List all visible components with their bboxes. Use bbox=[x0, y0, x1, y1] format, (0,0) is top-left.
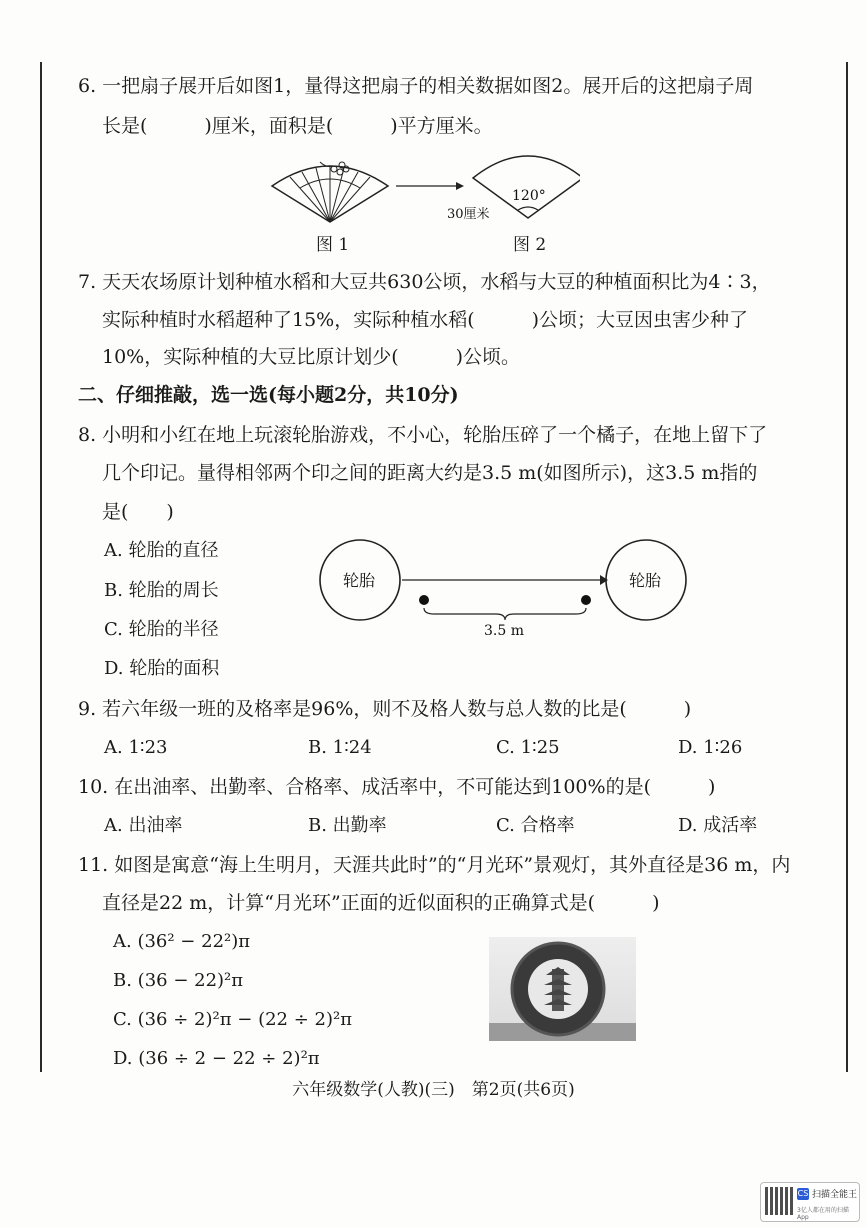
q10-option-b[interactable]: B. 出勤率 bbox=[308, 815, 387, 836]
q7-line2: 实际种植时水稻超种了15%，实际种植水稻( )公顷；大豆因虫害少种了 bbox=[102, 309, 749, 331]
tire-right-label: 轮胎 bbox=[629, 571, 662, 590]
q8-line2: 几个印记。量得相邻两个印之间的距离大约是3.5 m(如图所示)，这3.5 m指的 bbox=[102, 462, 758, 484]
q9-option-b[interactable]: B. 1∶24 bbox=[308, 737, 372, 758]
q11-option-c[interactable]: C. (36 ÷ 2)²π − (22 ÷ 2)²π bbox=[113, 1009, 353, 1030]
q11-line2: 直径是22 m，计算“月光环”正面的近似面积的正确算式是( ) bbox=[102, 892, 660, 914]
scanner-watermark bbox=[760, 1182, 860, 1222]
q8-tire-figure bbox=[316, 538, 694, 638]
q8-line1: 8. 小明和小红在地上玩滚轮胎游戏，不小心，轮胎压碎了一个橘子，在地上留下了 bbox=[78, 424, 768, 446]
distance-label: 3.5 m bbox=[484, 623, 524, 638]
radius-label: 30厘米 bbox=[447, 207, 490, 222]
q9-line1: 9. 若六年级一班的及格率是96%，则不及格人数与总人数的比是( ) bbox=[78, 698, 692, 720]
q6-line2: 长是( )厘米，面积是( )平方厘米。 bbox=[102, 115, 493, 137]
badge-subtitle: 3亿人都在用的扫描App bbox=[797, 1207, 849, 1221]
badge-title: 扫描全能王 bbox=[812, 1190, 858, 1200]
q8-option-a[interactable]: A. 轮胎的直径 bbox=[104, 540, 219, 561]
section2-heading: 二、仔细推敲，选一选(每小题2分，共10分) bbox=[78, 384, 459, 406]
q6-line1: 6. 一把扇子展开后如图1，量得这把扇子的相关数据如图2。展开后的这把扇子周 bbox=[78, 75, 754, 97]
q11-line1: 11. 如图是寓意“海上生明月，天涯共此时”的“月光环”景观灯，其外直径是36 m，内 bbox=[78, 854, 791, 876]
camscanner-logo-icon: CS bbox=[797, 1189, 809, 1198]
q7-line3: 10%，实际种植的大豆比原计划少( )公顷。 bbox=[102, 346, 521, 368]
angle-label: 120° bbox=[512, 188, 546, 204]
fan-figure-1 bbox=[272, 162, 388, 222]
q9-option-c[interactable]: C. 1∶25 bbox=[496, 737, 560, 758]
q10-line1: 10. 在出油率、出勤率、合格率、成活率中，不可能达到100%的是( ) bbox=[78, 776, 716, 798]
orange-mark-1 bbox=[419, 595, 429, 605]
q9-option-d[interactable]: D. 1∶26 bbox=[678, 737, 743, 758]
fig1-caption: 图 1 bbox=[316, 235, 350, 255]
qr-code-icon bbox=[765, 1187, 793, 1215]
q10-option-a[interactable]: A. 出油率 bbox=[104, 815, 183, 836]
q11-option-b[interactable]: B. (36 − 22)²π bbox=[113, 970, 244, 991]
q11-option-a[interactable]: A. (36² − 22²)π bbox=[113, 931, 251, 952]
page-border-left bbox=[40, 62, 42, 1072]
q8-option-c[interactable]: C. 轮胎的半径 bbox=[104, 619, 219, 640]
fig2-caption: 图 2 bbox=[513, 235, 547, 255]
q10-option-c[interactable]: C. 合格率 bbox=[496, 815, 575, 836]
q8-line3: 是( ) bbox=[102, 501, 174, 523]
q7-line1: 7. 天天农场原计划种植水稻和大豆共630公顷，水稻与大豆的种植面积比为4∶3， bbox=[78, 271, 771, 293]
q8-option-b[interactable]: B. 轮胎的周长 bbox=[104, 580, 219, 601]
orange-mark-2 bbox=[581, 595, 591, 605]
page-border-right bbox=[846, 62, 848, 1072]
q11-option-d[interactable]: D. (36 ÷ 2 − 22 ÷ 2)²π bbox=[113, 1048, 320, 1069]
q8-option-d[interactable]: D. 轮胎的面积 bbox=[104, 658, 220, 679]
distance-brace bbox=[424, 608, 586, 620]
q10-option-d[interactable]: D. 成活率 bbox=[678, 815, 758, 836]
q6-figures bbox=[260, 148, 580, 228]
page-footer: 六年级数学(人教)(三) 第2页(共6页) bbox=[292, 1080, 575, 1100]
tire-left-label: 轮胎 bbox=[343, 571, 376, 590]
moonlight-ring-photo bbox=[489, 937, 636, 1041]
sector-figure-2 bbox=[447, 156, 580, 222]
q9-option-a[interactable]: A. 1∶23 bbox=[104, 737, 168, 758]
